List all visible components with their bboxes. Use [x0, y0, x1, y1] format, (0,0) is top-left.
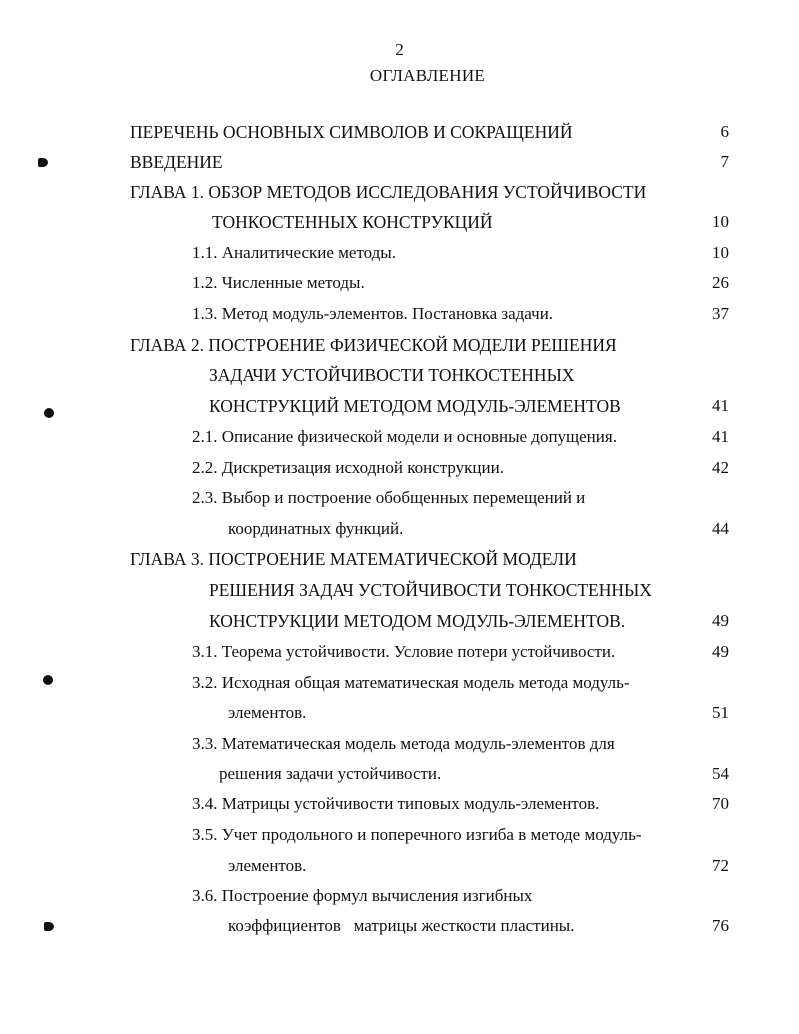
binding-hole-mark	[38, 158, 48, 167]
toc-page-3-1: 49	[712, 642, 729, 661]
binding-hole-mark	[44, 922, 54, 931]
toc-chapter-3-title-cont: РЕШЕНИЯ ЗАДАЧ УСТОЙЧИВОСТИ ТОНКОСТЕННЫХ	[209, 580, 652, 600]
toc-chapter-3-title: ГЛАВА 3. ПОСТРОЕНИЕ МАТЕМАТИЧЕСКОЙ МОДЕЛИ	[130, 549, 577, 569]
toc-page-3-6: 76	[712, 916, 729, 935]
toc-section-3-6: 3.6. Построение формул вычисления изгибных	[192, 886, 533, 905]
toc-entry-symbols: ПЕРЕЧЕНЬ ОСНОВНЫХ СИМВОЛОВ И СОКРАЩЕНИЙ	[130, 122, 573, 142]
toc-chapter-1-title: ГЛАВА 1. ОБЗОР МЕТОДОВ ИССЛЕДОВАНИЯ УСТОЙЧИВОСТИ	[130, 182, 647, 202]
toc-section-2-2: 2.2. Дискретизация исходной конструкции.	[192, 458, 504, 477]
page-number: 2	[395, 40, 404, 59]
toc-section-3-4: 3.4. Матрицы устойчивости типовых модуль-элементов.	[192, 794, 600, 813]
toc-section-3-3: 3.3. Математическая модель метода модуль-элементов для	[192, 734, 615, 753]
toc-chapter-2-title-cont: КОНСТРУКЦИЙ МЕТОДОМ МОДУЛЬ-ЭЛЕМЕНТОВ	[209, 396, 621, 416]
toc-section-1-1: 1.1. Аналитические методы.	[192, 243, 396, 262]
toc-section-2-3-cont: координатных функций.	[228, 519, 404, 538]
page-title: ОГЛАВЛЕНИЕ	[369, 66, 486, 85]
toc-page-3-5: 72	[712, 856, 729, 875]
toc-page-3-4: 70	[712, 794, 729, 813]
toc-chapter-2-title-cont: ЗАДАЧИ УСТОЙЧИВОСТИ ТОНКОСТЕННЫХ	[209, 365, 575, 385]
toc-page-3-3: 54	[712, 764, 729, 783]
toc-page-1-1: 10	[712, 243, 729, 262]
toc-page-3-2: 51	[712, 703, 729, 722]
toc-page-ch2: 41	[712, 396, 729, 415]
toc-entry-intro: ВВЕДЕНИЕ	[130, 152, 223, 172]
toc-chapter-1-title-cont: ТОНКОСТЕННЫХ КОНСТРУКЦИЙ	[212, 212, 493, 232]
toc-section-2-1: 2.1. Описание физической модели и основные допущения.	[192, 427, 617, 446]
toc-section-1-3: 1.3. Метод модуль-элементов. Постановка задачи.	[192, 304, 554, 323]
toc-chapter-2-title: ГЛАВА 2. ПОСТРОЕНИЕ ФИЗИЧЕСКОЙ МОДЕЛИ РЕШЕНИЯ	[130, 335, 617, 355]
toc-page-1-3: 37	[712, 304, 729, 323]
toc-page-1-2: 26	[712, 273, 729, 292]
toc-section-3-5-cont: элементов.	[228, 856, 307, 875]
toc-section-1-2: 1.2. Численные методы.	[192, 273, 365, 292]
toc-page-intro: 7	[720, 152, 729, 171]
toc-page-2-3: 44	[712, 519, 729, 538]
toc-page-symbols: 6	[720, 122, 729, 141]
toc-section-3-2: 3.2. Исходная общая математическая модель метода модуль-	[192, 673, 630, 692]
toc-page-2-1: 41	[712, 427, 729, 446]
toc-page-2-2: 42	[712, 458, 729, 477]
toc-page-ch3: 49	[712, 611, 729, 630]
toc-section-3-5: 3.5. Учет продольного и поперечного изгиба в методе модуль-	[192, 825, 642, 844]
toc-page-ch1: 10	[712, 212, 729, 231]
toc-section-3-3-cont: решения задачи устойчивости.	[219, 764, 442, 783]
binding-hole-mark	[43, 675, 53, 685]
toc-section-2-3: 2.3. Выбор и построение обобщенных перемещений и	[192, 488, 586, 507]
toc-section-3-2-cont: элементов.	[228, 703, 307, 722]
toc-section-3-1: 3.1. Теорема устойчивости. Условие потери устойчивости.	[192, 642, 616, 661]
toc-chapter-3-title-cont: КОНСТРУКЦИИ МЕТОДОМ МОДУЛЬ-ЭЛЕМЕНТОВ.	[209, 611, 626, 631]
toc-section-3-6-cont: коэффициентов матрицы жесткости пластины.	[228, 916, 575, 935]
binding-hole-mark	[44, 408, 54, 418]
